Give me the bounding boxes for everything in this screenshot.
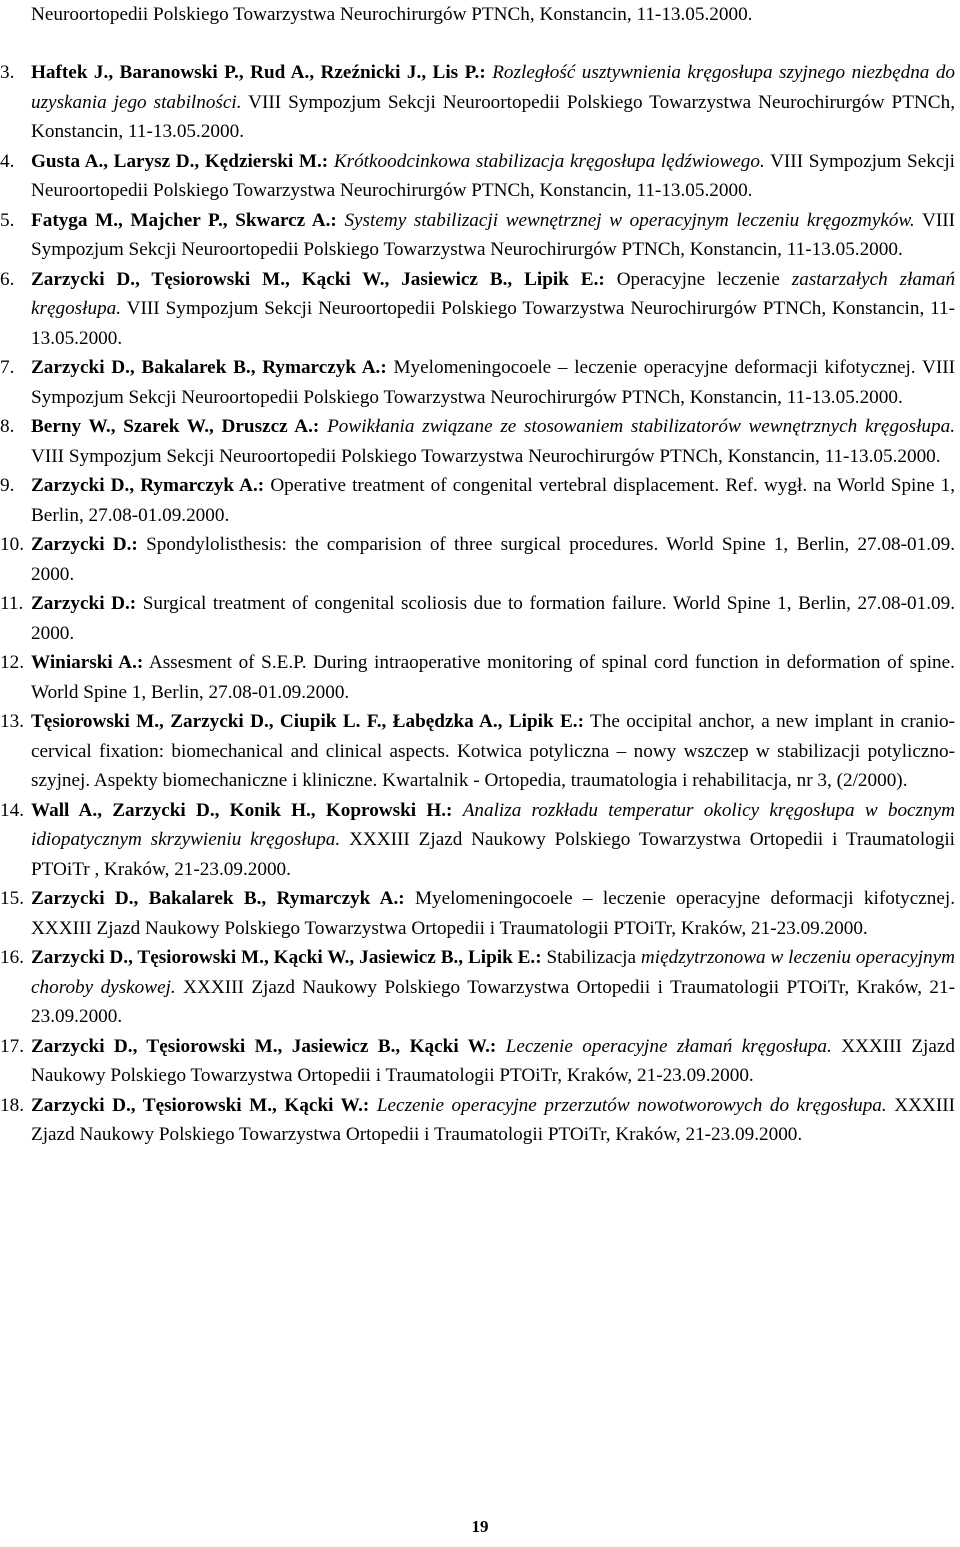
reference-venue: World Spine 1, Berlin, 27.08-01.09.2000. xyxy=(31,681,350,703)
reference-venue: VIII Sympozjum Sekcji Neuroortopedii Polskiego Towarzystwa Neurochirurgów PTNCh, Konstancin, 11-13.05.2000. xyxy=(31,150,956,201)
reference-venue: World Spine 1, Berlin, 27.08-01.09. 2000. xyxy=(31,593,955,644)
reference-venue: VIII Sympozjum Sekcji Neuroortopedii Polskiego Towarzystwa Neurochirurgów PTNCh, Konstancin, 11-13.05.2000. xyxy=(31,357,956,408)
reference-number: 6. xyxy=(0,268,15,290)
reference-authors: Zarzycki D., Tęsiorowski M., Kącki W.: xyxy=(31,1094,370,1116)
reference-authors: Zarzycki D., Bakalarek B., Rymarczyk A.: xyxy=(31,888,405,909)
reference-number: 13. xyxy=(0,711,24,732)
reference-number: 17. xyxy=(0,1035,24,1057)
reference-authors: Zarzycki D.: xyxy=(31,534,138,555)
reference-item xyxy=(0,353,956,412)
reference-item xyxy=(0,412,956,471)
reference-number: 8. xyxy=(0,416,15,437)
reference-authors: Fatyga M., Majcher P., Skwarcz A.: xyxy=(31,209,337,231)
reference-authors: Winiarski A.: xyxy=(31,652,144,673)
reference-venue: VIII Sympozjum Sekcji Neuroortopedii Polskiego Towarzystwa Neurochirurgów PTNCh, Konstancin, 11-13.05.2000. xyxy=(31,298,956,349)
reference-number: 12. xyxy=(0,652,24,673)
reference-authors: Zarzycki D., Bakalarek B., Rymarczyk A.: xyxy=(31,357,387,378)
reference-item xyxy=(0,530,955,589)
reference-number: 5. xyxy=(0,209,15,231)
reference-authors: Zarzycki D., Tęsiorowski M., Kącki W., Jasiewicz B., Lipik E.: xyxy=(31,947,542,968)
reference-authors: Haftek J., Baranowski P., Rud A., Rzeźnicki J., Lis P.: xyxy=(31,62,486,83)
reference-authors: Wall A., Zarzycki D., Konik H., Koprowski H.: xyxy=(31,799,453,821)
reference-number: 16. xyxy=(0,947,24,968)
reference-venue: XXXIII Zjazd Naukowy Polskiego Towarzystwa Ortopedii i Traumatologii PTOiTr, Kraków, 21-23.09.2000. xyxy=(31,976,956,1027)
reference-item xyxy=(0,943,956,1032)
reference-authors: Gusta A., Larysz D., Kędzierski M.: xyxy=(31,150,329,172)
reference-title: Stabilizacja xyxy=(546,947,637,968)
reference-item xyxy=(0,884,956,943)
reference-venue: Kwartalnik - Ortopedia, traumatologia i rehabilitacja, nr 3, (2/2000). xyxy=(382,770,908,791)
reference-number: 9. xyxy=(0,475,15,496)
reference-title-continued: międzytrzonowa w leczeniu operacyjnym choroby dyskowej. xyxy=(31,947,955,998)
reference-venue: XXXIII Zjazd Naukowy Polskiego Towarzystwa Ortopedii i Traumatologii PTOiTr, Kraków, 21-23.09.2000. xyxy=(31,1035,956,1086)
reference-title: Operacyjne leczenie xyxy=(616,268,780,290)
reference-item xyxy=(0,1032,956,1091)
reference-number: 15. xyxy=(0,888,24,909)
reference-number: 7. xyxy=(0,357,15,378)
reference-number: 10. xyxy=(0,534,24,555)
reference-title: Operative treatment of congenital vertebral displacement. xyxy=(270,475,720,496)
reference-item xyxy=(0,471,956,530)
reference-venue: XXXIII Zjazd Naukowy Polskiego Towarzystwa Ortopedii i Traumatologii PTOiTr, Kraków, 21-23.09.2000. xyxy=(31,1094,956,1145)
reference-title: Assesment of S.E.P. During intraoperative monitoring of spinal cord function in deformation of spine. xyxy=(148,652,955,673)
reference-authors: Zarzycki D., Tęsiorowski M., Kącki W., Jasiewicz B., Lipik E.: xyxy=(31,268,605,290)
reference-item xyxy=(0,147,956,206)
reference-number: 18. xyxy=(0,1094,24,1116)
reference-number: 11. xyxy=(0,593,24,614)
reference-authors: Zarzycki D.: xyxy=(31,593,137,614)
reference-number: 3. xyxy=(0,62,15,83)
reference-list xyxy=(0,58,956,1150)
reference-item xyxy=(0,1091,956,1150)
reference-number: 4. xyxy=(0,150,15,172)
reference-number: 14. xyxy=(0,799,24,821)
reference-title: Analiza rozkładu temperatur okolicy kręgosłupa w bocznym idiopatycznym skrzywieniu kręgosłupa. xyxy=(31,799,955,850)
reference-venue: World Spine 1, Berlin, 27.08-01.09. 2000. xyxy=(31,534,955,585)
reference-title: The occipital anchor, a new implant in cranio-cervical fixation: biomechanical and clinical aspects. Kotwica potyliczna – nowy wszczep w stabilizacji potyliczno-szyjnej. Aspekty biomechaniczne i kliniczne. xyxy=(31,711,956,791)
reference-authors: Tęsiorowski M., Zarzycki D., Ciupik L. F., Łabędzka A., Lipik E.: xyxy=(31,711,584,732)
reference-authors: Zarzycki D., Tęsiorowski M., Jasiewicz B., Kącki W.: xyxy=(31,1035,497,1057)
reference-title: Myelomeningocoele – leczenie operacyjne deformacji kifotycznej. xyxy=(414,888,956,909)
reference-venue: VIII Sympozjum Sekcji Neuroortopedii Polskiego Towarzystwa Neurochirurgów PTNCh, Konstancin, 11-13.05.2000. xyxy=(31,445,941,467)
reference-title: Surgical treatment of congenital scoliosis due to formation failure. xyxy=(142,593,667,614)
reference-authors: Berny W., Szarek W., Druszcz A.: xyxy=(31,416,320,437)
reference-title: Spondylolisthesis: the comparision of three surgical procedures. xyxy=(146,534,659,555)
continued-reference-text: Neuroortopedii Polskiego Towarzystwa Neurochirurgów PTNCh, Konstancin, 11-13.05.2000. xyxy=(31,4,753,25)
reference-item xyxy=(0,206,956,265)
reference-title: Leczenie operacyjne przerzutów nowotworowych do kręgosłupa. xyxy=(376,1094,887,1116)
reference-item xyxy=(0,58,956,147)
reference-venue: XXXIII Zjazd Naukowy Polskiego Towarzystwa Ortopedii i Traumatologii PTOiTr, Kraków, 21-23.09.2000. xyxy=(31,917,868,939)
reference-title: Leczenie operacyjne złamań kręgosłupa. xyxy=(505,1035,832,1057)
reference-venue: VIII Sympozjum Sekcji Neuroortopedii Polskiego Towarzystwa Neurochirurgów PTNCh, Konstancin, 11-13.05.2000. xyxy=(31,91,955,142)
reference-venue: XXXIII Zjazd Naukowy Polskiego Towarzystwa Ortopedii i Traumatologii PTOiTr , Kraków, 21-23.09.2000. xyxy=(31,829,956,880)
reference-item xyxy=(0,796,956,885)
page-number: 19 xyxy=(471,1517,489,1536)
reference-title: Myelomeningocoele – leczenie operacyjne deformacji kifotycznej. xyxy=(393,357,916,378)
reference-venue: VIII Sympozjum Sekcji Neuroortopedii Polskiego Towarzystwa Neurochirurgów PTNCh, Konstancin, 11-13.05.2000. xyxy=(31,209,956,260)
reference-item xyxy=(0,648,955,707)
reference-title: Krótkoodcinkowa stabilizacja kręgosłupa lędźwiowego. xyxy=(333,150,765,172)
reference-item xyxy=(0,589,955,648)
reference-venue: Ref. wygł. na World Spine 1, Berlin, 27.08-01.09.2000. xyxy=(31,475,956,526)
reference-title: Powikłania związane ze stosowaniem stabilizatorów wewnętrznych kręgosłupa. xyxy=(327,416,956,437)
reference-item xyxy=(0,707,956,796)
reference-item xyxy=(0,265,956,354)
reference-title: Systemy stabilizacji wewnętrznej w operacyjnym leczeniu kręgozmyków. xyxy=(344,209,915,231)
reference-title-continued: zastarzałych złamań kręgosłupa. xyxy=(31,268,956,319)
reference-title: Rozległość usztywnienia kręgosłupa szyjnego niezbędna do uzyskania jego stabilności. xyxy=(31,62,956,113)
reference-authors: Zarzycki D., Rymarczyk A.: xyxy=(31,475,265,496)
